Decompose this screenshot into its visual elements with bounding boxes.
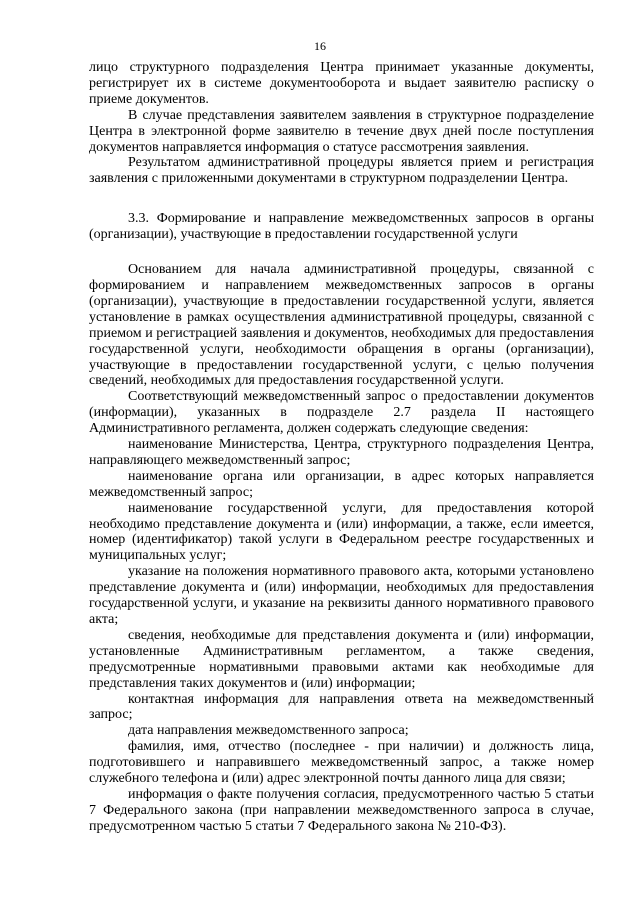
- page-number: 16: [314, 39, 326, 53]
- section-heading: 3.3. Формирование и направление межведомственных запросов в органы (организации), участвующие в предоставлении государственной услуги: [89, 211, 594, 243]
- paragraph: Соответствующий межведомственный запрос о предоставлении документов (информации), указанных в подразделе 2.7 раздела II настоящего Административного регламента, должен содержать следующие сведения:: [89, 389, 594, 437]
- list-item: информация о факте получения согласия, предусмотренного частью 5 статьи 7 Федерального закона (при направлении межведомственного запроса в случае, предусмотренном частью 5 статьи 7 Федерального закона № 210-ФЗ).: [89, 786, 594, 834]
- list-item: наименование Министерства, Центра, структурного подразделения Центра, направляющего межведомственный запрос;: [89, 437, 594, 468]
- list-item: указание на положения нормативного правового акта, которыми установлено представление документа и (или) информации, необходимых для предоставления государственной услуги, и указание на реквизиты данного нормативного правового акта;: [89, 564, 594, 627]
- list-item: наименование государственной услуги, для предоставления которой необходимо представление документа и (или) информации, а также, если имеется, номер (идентификатор) такой услуги в Федеральном реестре государственных и муниципальных услуг;: [89, 500, 594, 564]
- list-item: фамилия, имя, отчество (последнее - при наличии) и должность лица, подготовившего и направившего межведомственный запрос, а также номер служебного телефона и (или) адрес электронной почты данного лица для связи;: [89, 739, 594, 787]
- list-item: наименование органа или организации, в адрес которых направляется межведомственный запрос;: [89, 468, 594, 500]
- list-item: дата направления межведомственного запроса;: [128, 723, 409, 739]
- paragraph: лицо структурного подразделения Центра принимает указанные документы, регистрирует их в системе документооборота и выдает заявителю расписку о приеме документов.: [89, 60, 594, 107]
- paragraph: В случае представления заявителем заявления в структурное подразделение Центра в электронной форме заявителю в течение двух дней после поступления документов направляется информация о статусе рассмотрения заявления.: [89, 107, 594, 155]
- list-item: контактная информация для направления ответа на межведомственный запрос;: [89, 691, 594, 723]
- paragraph: Основанием для начала административной процедуры, связанной с формированием и направлением межведомственных запросов в органы (организации), участвующие в предоставлении государственной услуги, является установление в рамках осуществления административной процедуры, связанной с приемом и регистрацией заявления и документов, необходимых для предоставления государственной услуги, необходимости обращения в органы (организации), участвующие в предоставлении государственной услуги, с целью получения сведений, необходимых для предоставления государственной услуги.: [89, 262, 594, 389]
- paragraph: Результатом административной процедуры является прием и регистрация заявления с приложенными документами в структурном подразделении Центра.: [89, 155, 594, 187]
- document-body: [89, 60, 594, 835]
- list-item: сведения, необходимые для представления документа и (или) информации, установленные Административным регламентом, а также сведения, предусмотренные нормативными правовыми актами как необходимые для представления таких документов и (или) информации;: [89, 627, 594, 691]
